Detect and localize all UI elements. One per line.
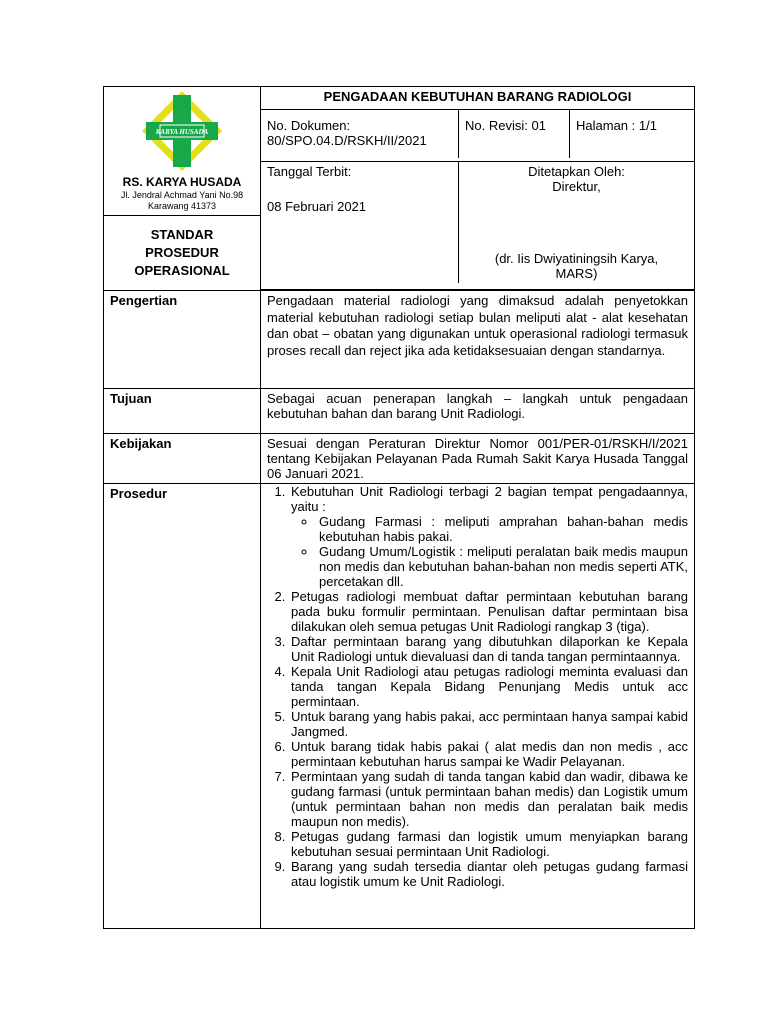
- prosedur-step-6: 6. Untuk barang tidak habis pakai ( alat medis dan non medis , acc permintaan kebutuhan harus sampai ke Wadir Pelayanan.: [289, 739, 688, 769]
- issue-date-cell: [261, 162, 459, 283]
- hospital-address-line2: Karawang 41373: [147, 201, 217, 211]
- pengertian-text: Pengadaan material radiologi yang dimaksud adalah penyetokkan material kebutuhan radiologi setiap bulan meliputi alat - alat kesehatan dan obat – obatan yang digunakan untuk operasional radiologi termasuk proses recall dan reject jika ada ketidaksesuaian dengan standarnya.: [261, 291, 695, 389]
- revision-number: No. Revisi: 01: [459, 110, 570, 158]
- prosedur-step-4: 4. Kepala Unit Radiologi atau petugas radiologi meminta evaluasi dan tanda tangan Kepala Bidang Penunjang Medis untuk acc permintaan.: [289, 664, 688, 709]
- sop-table: [103, 86, 695, 929]
- kebijakan-text: Sesuai dengan Peraturan Direktur Nomor 001/PER-01/RSKH/I/2021 tentang Kebijakan Pelayanan Pada Rumah Sakit Karya Husada Tanggal 06 Januari 2021.: [261, 434, 695, 484]
- pengertian-label: Pengertian: [104, 291, 261, 389]
- approver-role: Direktur,: [552, 178, 601, 194]
- hospital-identity-cell: [104, 87, 261, 291]
- signer-name-line1: (dr. Iis Dwiyatiningsih Karya,: [494, 250, 659, 266]
- document-number-label: No. Dokumen:: [267, 118, 351, 134]
- document-number-cell: [261, 110, 459, 158]
- prosedur-step-9: 9. Barang yang sudah tersedia diantar oleh petugas gudang farmasi atau logistik umum ke Unit Radiologi.: [289, 859, 688, 889]
- sop-document: [103, 86, 694, 929]
- logo-lettering: KARYA HUSADA: [155, 128, 209, 136]
- document-number: 80/SPO.04.D/RSKH/II/2021: [267, 133, 427, 149]
- prosedur-step-8: 8. Petugas gudang farmasi dan logistik umum menyiapkan barang kebutuhan sesuai permintaan Unit Radiologi.: [289, 829, 688, 859]
- kebijakan-label: Kebijakan: [104, 434, 261, 484]
- tujuan-label: Tujuan: [104, 389, 261, 434]
- hospital-name: RS. KARYA HUSADA: [122, 175, 242, 189]
- document-meta-row: [261, 110, 695, 162]
- prosedur-label: Prosedur: [104, 484, 261, 929]
- sop-label: STANDAR PROSEDUR OPERASIONAL: [134, 227, 230, 278]
- list-item: ◦ Gudang Umum/Logistik : meliputi peralatan baik medis maupun non medis dan kebutuhan bahan-bahan non medis seperti ATK, percetakan dll.: [317, 544, 688, 589]
- document-title: PENGADAAN KEBUTUHAN BARANG RADIOLOGI: [261, 87, 695, 110]
- page-number: Halaman : 1/1: [576, 118, 657, 134]
- prosedur-step-3: 3. Daftar permintaan barang yang dibutuhkan dilaporkan ke Kepala Unit Radiologi untuk dievaluasi dan di tanda tangan permintaannya.: [289, 634, 688, 664]
- prosedur-step-1: 1. Kebutuhan Unit Radiologi terbagi 2 bagian tempat pengadaannya, yaitu : ◦ Gudang Farmasi : meliputi amprahan bahan-bahan medis kebutuhan habis pakai. ◦ Gudang Umum/Logistik : meliputi peralatan baik medis maupun non medis dan kebutuhan bahan-bahan non medis seperti ATK, percetakan dll.: [289, 484, 688, 589]
- prosedur-step-7: 7. Permintaan yang sudah di tanda tangan kabid dan wadir, dibawa ke gudang farmasi (untuk permintaan bahan medis) dan Logistik umum (untuk permintaan bahan non medis dan peralatan baik medis maupun non medis).: [289, 769, 688, 829]
- prosedur-step-5: 5. Untuk barang yang habis pakai, acc permintaan hanya sampai kabid Jangmed.: [289, 709, 688, 739]
- hospital-address-line1: Jl. Jendral Achmad Yani No.98: [120, 190, 244, 200]
- tujuan-text: Sebagai acuan penerapan langkah – langkah untuk pengadaan kebutuhan bahan dan barang Unit Radiologi.: [261, 389, 695, 434]
- signer-name-line2: MARS): [555, 265, 598, 281]
- approved-by-label: Ditetapkan Oleh:: [528, 163, 625, 179]
- approval-cell: [459, 162, 695, 283]
- issue-date: 08 Februari 2021: [267, 198, 367, 214]
- prosedur-step-2: 2. Petugas radiologi membuat daftar permintaan kebutuhan barang pada buku formulir permintaan. Penulisan daftar permintaan bisa dilakukan oleh semua petugas Unit Radiologi rangkap 3 (tiga).: [289, 589, 688, 634]
- hospital-logo-icon: [140, 89, 224, 173]
- prosedur-steps: [267, 484, 688, 889]
- prosedur-content: [261, 484, 695, 929]
- issue-approval-row: [261, 161, 695, 289]
- list-item: ◦ Gudang Farmasi : meliputi amprahan bahan-bahan medis kebutuhan habis pakai.: [317, 514, 688, 544]
- issue-date-label: Tanggal Terbit:: [267, 163, 352, 179]
- step-1-bullets: [291, 514, 688, 589]
